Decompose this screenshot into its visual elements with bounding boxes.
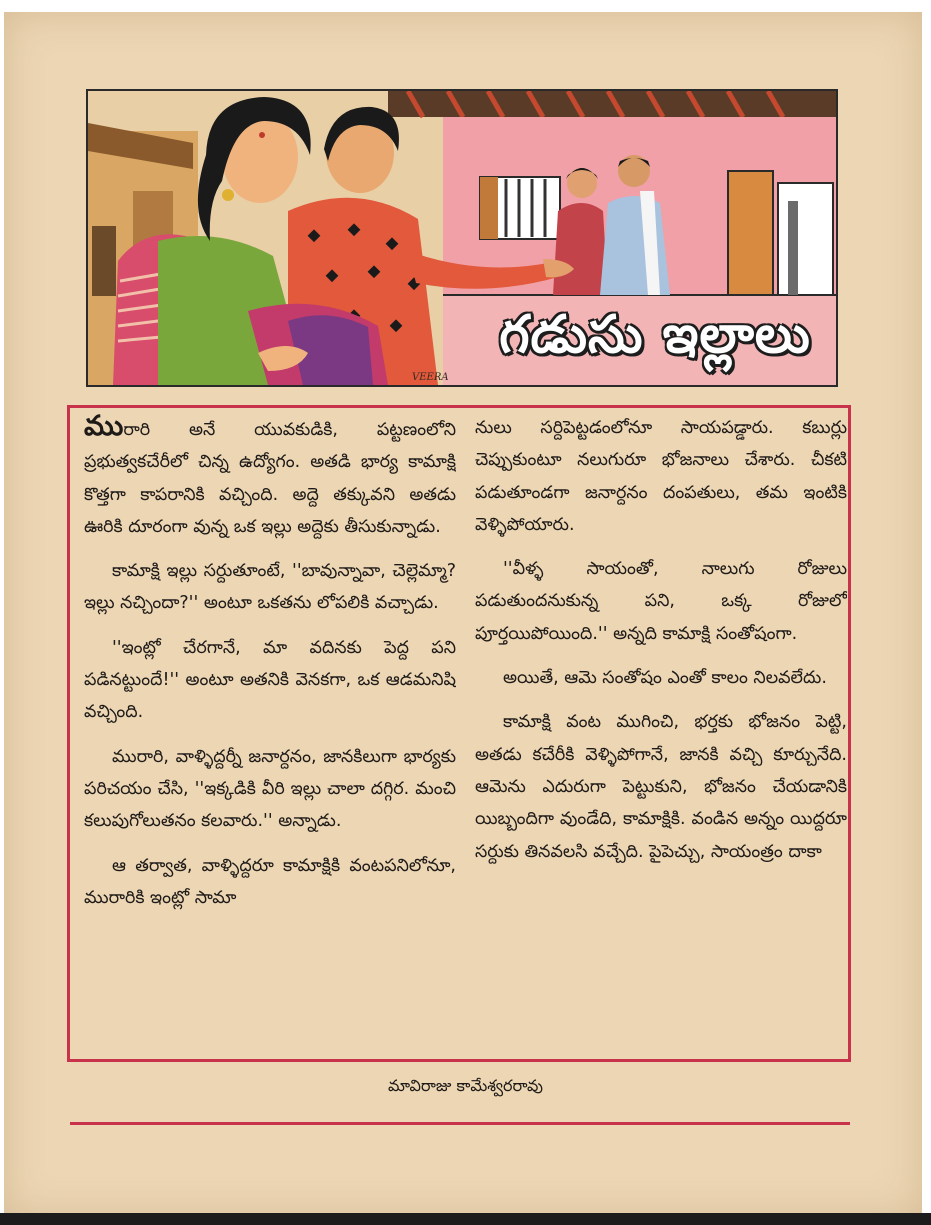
drop-cap: ము (84, 412, 124, 442)
paragraph: ''వీళ్ళ సాయంతో, నాలుగు రోజులు పడుతుందనుకున్న పని, ఒక్క రోజులో పూర్తయిపోయింది.'' అన్నది కామాక్షి సంతోషంగా. (475, 559, 847, 644)
artist-signature: VEERA (412, 372, 449, 383)
paragraph: కామాక్షి ఇల్లు సర్దుతూంటే, ''బావున్నావా, చెల్లెమ్మా? ఇల్లు నచ్చిందా?'' అంటూ ఒకతను లోపలికి వచ్చాడు. (84, 561, 456, 614)
paragraph: ''ఇంట్లో చేరగానే, మా వదినకు పెద్ద పని పడినట్టుందే!'' అంటూ అతనికి వెనకగా, ఒక ఆడమనిషి వచ్చింది. (84, 637, 456, 723)
paragraph-text: రారి అనే యువకుడికి, పట్టణంలోని ప్రభుత్వకచేరీలో చిన్న ఉద్యోగం. అతడి భార్య కామాక్షి కొత్తగా కాపరానికి వచ్చింది. అద్దె తక్కువని అతడు ఊరికి దూరంగా వున్న ఒక ఇల్లు అద్దెకు తీసుకున్నాడు. (84, 420, 456, 537)
story-title: గడుసు ఇల్లాలు (499, 304, 811, 365)
scan-edge (0, 1213, 931, 1225)
paragraph: మురారి, వాళ్ళిద్దర్నీ జనార్దనం, జానకిలుగా భార్యకు పరిచయం చేసి, ''ఇక్కడికి వీరి ఇల్లు చాలా దగ్గిర. మంచి కలుపుగోలుతనం కలవారు.'' అన్నాడు. (84, 746, 456, 832)
left-text-column (84, 412, 456, 1052)
paragraph (84, 412, 456, 543)
paragraph: అయితే, ఆమె సంతోషం ఎంతో కాలం నిలవలేదు. (503, 668, 827, 689)
right-text-column (475, 412, 847, 1052)
paragraph: ఆ తర్వాత, వాళ్ళిద్దరూ కామాక్షికి వంటపనిలోనూ, మురారికి ఇంట్లో సామా (84, 855, 456, 908)
paragraph: కామాక్షి వంట ముగించి, భర్తకు భోజనం పెట్టి, అతడు కచేరీకి వెళ్ళిపోగానే, జానకి వచ్చి కూర్చునేది. ఆమెను ఎదురుగా పెట్టుకుని, భోజనం చేయడానికి యిబ్బందిగా వుండేది, కామాక్షికి. వండిన అన్నం యిద్దరూ సర్దుకు తినవలసి వచ్చేది. పైపెచ్చు, సాయంత్రం దాకా (475, 712, 847, 862)
divider-rule (70, 1122, 850, 1125)
paragraph: నులు సర్దిపెట్టడంలోనూ సాయపడ్డారు. కబుర్లు చెప్పుకుంటూ నలుగురూ భోజనాలు చేశారు. చీకటి పడుతూండగా జనార్దనం దంపతులు, తమ ఇంటికి వెళ్ళిపోయారు. (475, 418, 847, 535)
author-name: మావిరాజు కామేశ్వరరావు (387, 1076, 543, 1095)
